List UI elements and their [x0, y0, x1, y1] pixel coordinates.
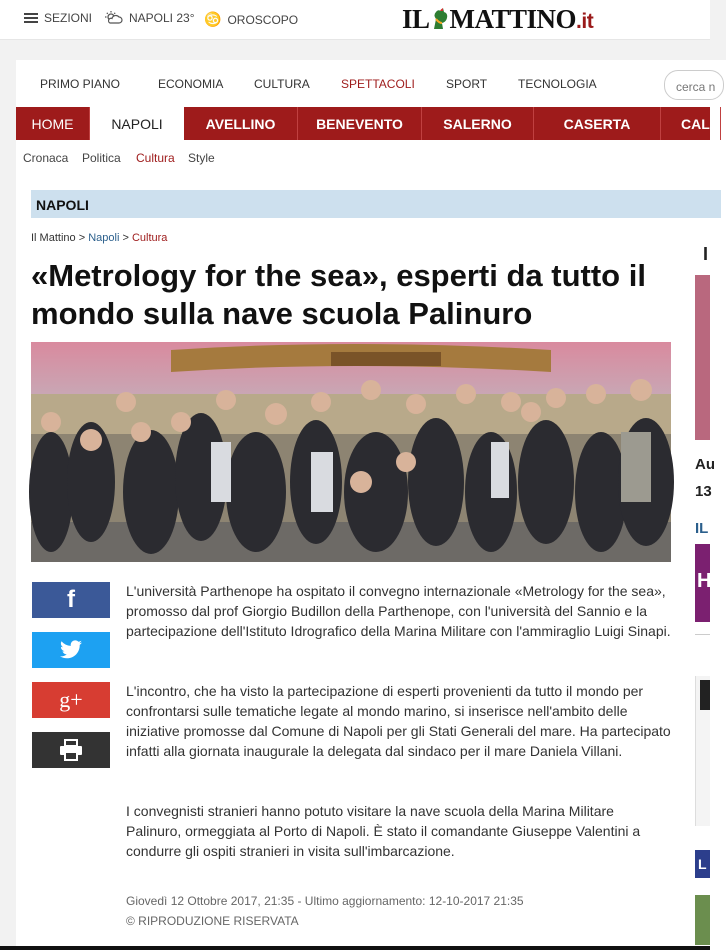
section-header-bar: [31, 190, 721, 218]
search-input[interactable]: cerca n: [664, 70, 724, 100]
bottom-edge: [0, 946, 710, 950]
breadcrumb-cultura[interactable]: Cultura: [131, 232, 168, 244]
copyright-notice: © RIPRODUZIONE RISERVATA: [126, 914, 299, 928]
sidebar-thumbnail[interactable]: [695, 275, 710, 440]
weather-icon: [105, 11, 123, 25]
section-nav-item-spettacoli[interactable]: SPETTACOLI: [341, 77, 415, 91]
sidebar-divider: [695, 634, 710, 635]
city-nav-calabria[interactable]: CAL: [661, 107, 721, 140]
article-paragraph: L'incontro, che ha visto la partecipazione di esperti provenienti da tutto il mondo per confrontarsi sulle tematiche legate al mondo marino, si inserisce nell'ambito delle iniziative promosse dal Comune di Napoli per gli Stati Generali del mare. Ha partecipato infatti alla giornata inaugurale la delegata dal sindaco per il mare Daniela Villani.: [126, 683, 671, 759]
weather-label: NAPOLI 23°: [129, 11, 195, 25]
twitter-share-button[interactable]: [32, 632, 110, 668]
horoscope-link[interactable]: [204, 11, 298, 28]
article-paragraph: L'università Parthenope ha ospitato il convegno internazionale «Metrology for the sea», promosso dal prof Giorgio Budillon della Parthenope, con l'università del Sannio e la partecipazione dell'Istituto Idrografico della Marina Militare con l'ammiraglio Luigi Sinapi.: [126, 583, 671, 639]
horoscope-label: OROSCOPO: [227, 12, 299, 27]
city-nav-avellino[interactable]: AVELLINO: [184, 107, 298, 140]
breadcrumb-napoli[interactable]: Napoli: [88, 232, 120, 244]
google-plus-share-button[interactable]: [32, 682, 110, 718]
sidebar-teaser-fragment[interactable]: Au: [695, 456, 715, 473]
google-plus-icon: g+: [59, 687, 83, 712]
sidebar-thumbnail[interactable]: [695, 895, 710, 945]
print-button[interactable]: [32, 732, 110, 768]
top-bar: [0, 0, 710, 40]
article-paragraph: I convegnisti stranieri hanno potuto visitare la nave scuola della Marina Militare Palinuro, ormeggiata al Porto di Napoli. È stato il comandante Giuseppe Valentini a condurre gli ospiti stranieri in visita sull'imbarcazione.: [126, 803, 641, 859]
section-nav-item-cultura[interactable]: CULTURA: [254, 77, 310, 91]
section-header-label: NAPOLI: [36, 197, 89, 213]
breadcrumb-separator: >: [78, 232, 86, 244]
sub-nav-item-politica[interactable]: Politica: [82, 151, 121, 165]
city-nav-benevento[interactable]: BENEVENTO: [298, 107, 422, 140]
city-nav-home[interactable]: HOME: [16, 107, 90, 140]
hamburger-icon: [24, 11, 38, 25]
city-nav-napoli[interactable]: NAPOLI: [90, 107, 184, 140]
logo-text-main: MATTINO: [449, 4, 577, 34]
cancer-zodiac-icon: ♋: [204, 11, 222, 27]
sections-menu-button[interactable]: [24, 11, 92, 25]
breadcrumb-separator: >: [122, 232, 129, 244]
section-nav-item-primo-piano[interactable]: PRIMO PIANO: [40, 77, 121, 91]
sidebar-ad-fragment[interactable]: H: [695, 544, 710, 622]
facebook-icon: f: [67, 586, 75, 613]
sub-nav-item-style[interactable]: Style: [188, 151, 215, 165]
site-logo[interactable]: [402, 4, 593, 35]
facebook-share-button[interactable]: [32, 582, 110, 618]
print-icon: [59, 739, 83, 761]
sections-menu-label: SEZIONI: [44, 11, 93, 25]
article-photo: [31, 342, 671, 562]
section-nav: [16, 60, 710, 106]
weather-link[interactable]: [105, 11, 195, 25]
article-date: Giovedì 12 Ottobre 2017, 21:35 - Ultimo aggiornamento: 12-10-2017 21:35: [126, 894, 524, 908]
city-nav-salerno[interactable]: SALERNO: [422, 107, 534, 140]
sidebar-teaser-fragment[interactable]: 13: [695, 483, 712, 500]
logo-suffix: .it: [576, 10, 594, 33]
twitter-icon: [59, 640, 83, 660]
section-nav-item-tecnologia[interactable]: TECNOLOGIA: [518, 77, 597, 91]
breadcrumb-home[interactable]: Il Mattino: [31, 232, 76, 244]
rooster-logo-icon: [430, 7, 450, 31]
sidebar-heading-fragment: I: [703, 244, 709, 264]
sidebar-link-fragment[interactable]: IL: [695, 520, 709, 537]
sub-nav-item-cronaca[interactable]: Cronaca: [23, 151, 69, 165]
section-nav-item-sport[interactable]: SPORT: [446, 77, 488, 91]
logo-text: IL: [402, 4, 430, 34]
section-nav-item-economia[interactable]: ECONOMIA: [158, 77, 224, 91]
city-nav: [16, 107, 710, 140]
breadcrumb: [31, 232, 167, 244]
sidebar-button-fragment[interactable]: L: [695, 850, 710, 878]
article-title: «Metrology for the sea», esperti da tutto il mondo sulla nave scuola Palinuro: [31, 258, 646, 331]
city-nav-caserta[interactable]: CASERTA: [534, 107, 661, 140]
sidebar-ad-image: [700, 680, 710, 710]
sub-nav-item-cultura[interactable]: Cultura: [136, 151, 175, 165]
